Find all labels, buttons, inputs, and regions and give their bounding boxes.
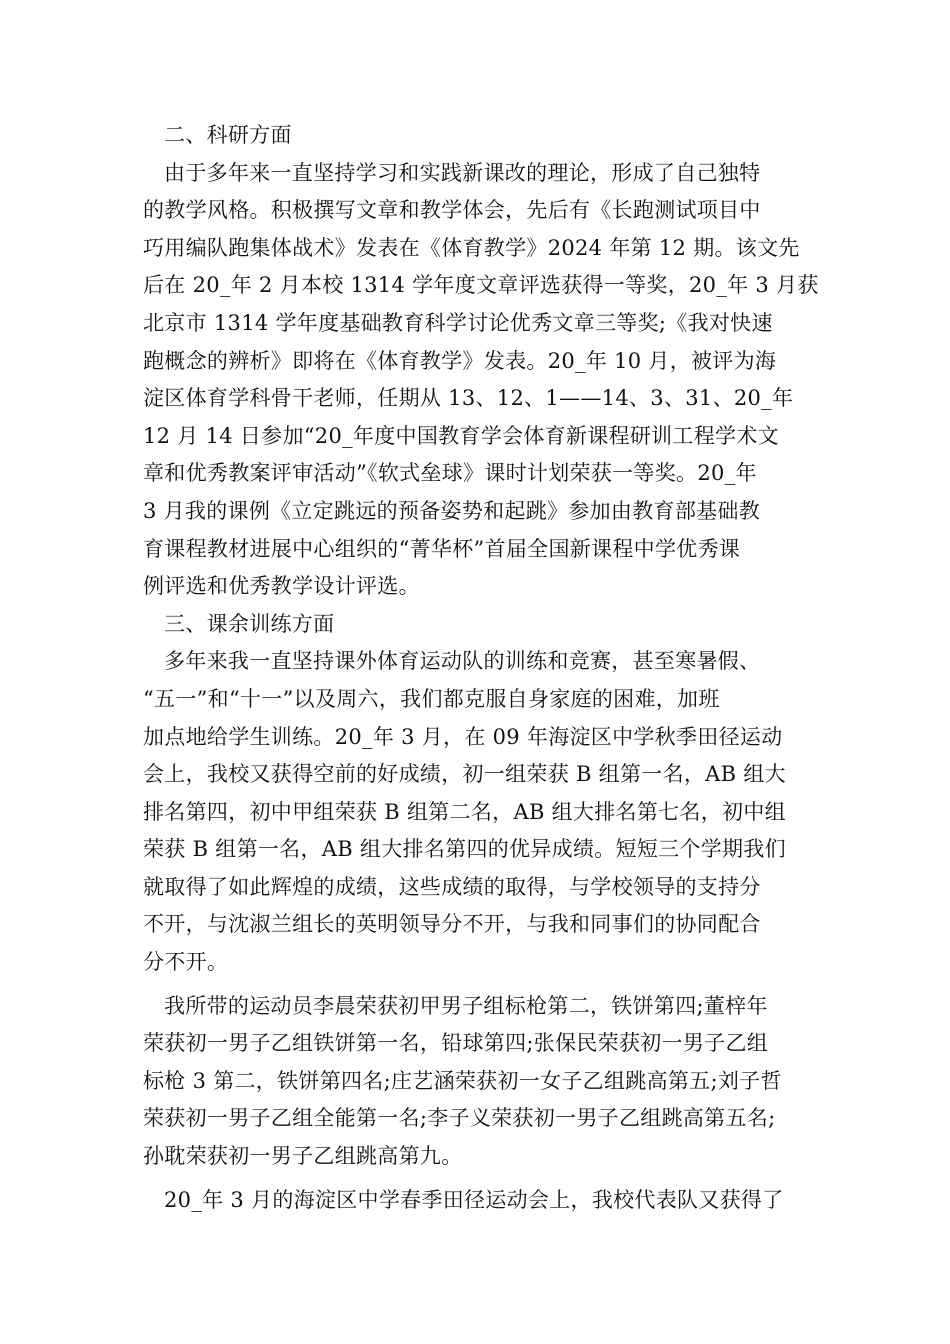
text-line: 不开，与沈淑兰组长的英明领导分不开，与我和同事们的协同配合 (143, 912, 761, 937)
text-line: 章和优秀教案评审活动”《软式垒球》课时计划荣获一等奖。20_年 (143, 461, 757, 486)
paragraph-research (143, 155, 819, 606)
text-line: 跑概念的辨析》即将在《体育教学》发表。20_年 10 月，被评为海 (143, 348, 777, 373)
text-line: 育课程教材进展中心组织的“菁华杯”首届全国新课程中学优秀课 (143, 536, 741, 561)
text-line: 加点地给学生训练。20_年 3 月，在 09 年海淀区中学秋季田径运动 (143, 724, 783, 749)
text-line: 分不开。 (143, 950, 229, 975)
text-line: 荣获 B 组第一名，AB 组大排名第四的优异成绩。短短三个学期我们 (143, 837, 786, 862)
section-heading-research: 二、科研方面 (164, 123, 292, 147)
text-line: 会上，我校又获得空前的好成绩，初一组荣获 B 组第一名，AB 组大 (143, 762, 786, 787)
text-line: 北京市 1314 学年度基础教育科学讨论优秀文章三等奖;《我对快速 (143, 310, 773, 335)
text-line: 排名第四，初中甲组荣获 B 组第二名，AB 组大排名第七名，初中组 (143, 799, 786, 824)
text-line: 由于多年来一直坚持学习和实践新课改的理论，形成了自己独特 (164, 160, 761, 185)
paragraph-athletes (143, 988, 808, 1176)
text-line: 12 月 14 日参加“20_年度中国教育学会体育新课程研训工程学术文 (143, 423, 779, 448)
text-line: 多年来我一直坚持课外体育运动队的训练和竞赛，甚至寒暑假、 (164, 649, 761, 674)
document-body (143, 117, 819, 1219)
text-line: 后在 20_年 2 月本校 1314 学年度文章评选获得一等奖，20_年 3 月获 (143, 273, 819, 298)
section-heading-training: 三、课余训练方面 (164, 611, 335, 636)
text-line: “五一”和“十一”以及周六，我们都克服自身家庭的困难，加班 (143, 686, 720, 711)
text-line: 标枪 3 第二，铁饼第四名;庄艺涵荣获初一女子乙组跳高第五;刘子哲 (143, 1068, 782, 1093)
text-line: 孙耽荣获初一男子乙组跳高第九。 (143, 1144, 463, 1169)
text-line: 巧用编队跑集体战术》发表在《体育教学》2024 年第 12 期。该文先 (143, 235, 800, 260)
text-line: 淀区体育学科骨干老师，任期从 13、12、1——14、3、31、20_年 (143, 386, 794, 411)
text-line: 20_年 3 月的海淀区中学春季田径运动会上，我校代表队又获得了 (164, 1187, 784, 1212)
text-line: 我所带的运动员李晨荣获初甲男子组标枪第二，铁饼第四;董梓年 (164, 993, 768, 1018)
text-line: 就取得了如此辉煌的成绩，这些成绩的取得，与学校领导的支持分 (143, 874, 761, 899)
text-line: 荣获初一男子乙组全能第一名;李子义荣获初一男子乙组跳高第五名; (143, 1106, 776, 1131)
text-line: 荣获初一男子乙组铁饼第一名，铅球第四;张保民荣获初一男子乙组 (143, 1031, 769, 1056)
text-line: 的教学风格。积极撰写文章和教学体会，先后有《长跑测试项目中 (143, 198, 761, 223)
paragraph-training-overview (143, 643, 808, 981)
text-line: 例评选和优秀教学设计评选。 (143, 574, 420, 599)
paragraph-spring-meet (143, 1182, 808, 1220)
text-line: 3 月我的课例《立定跳远的预备姿势和起跳》参加由教育部基础教 (143, 498, 761, 523)
